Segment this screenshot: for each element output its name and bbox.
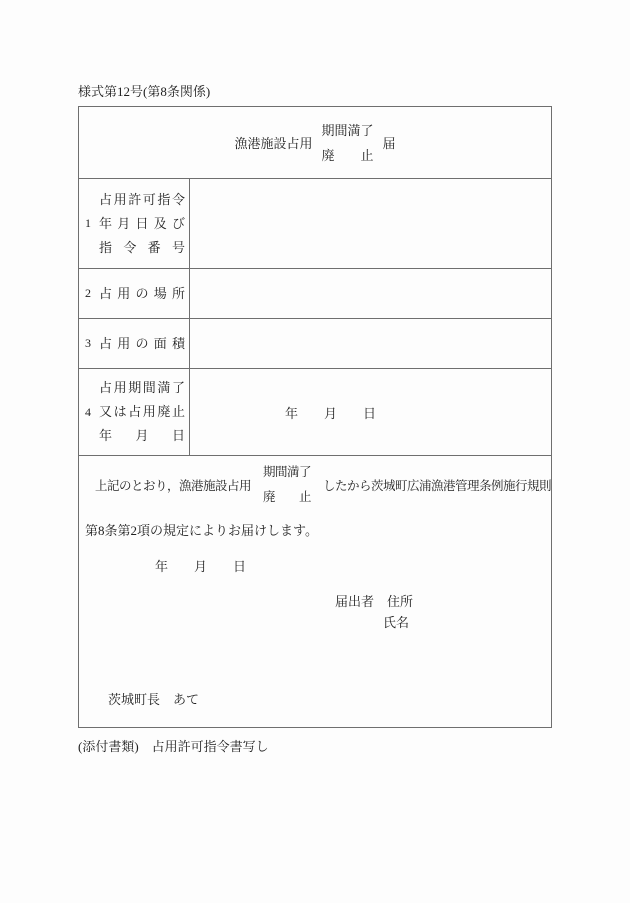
row4-value-date: 年 月 日 bbox=[285, 405, 377, 421]
row4-label bbox=[99, 376, 185, 448]
form-title-suffix: 届 bbox=[382, 136, 396, 151]
body-para-before: 上記のとおり，漁港施設占用 bbox=[95, 479, 252, 493]
title-choice-abolition: 廃止 bbox=[321, 147, 374, 163]
body-choice-abolition: 廃止 bbox=[263, 490, 312, 504]
row1-label bbox=[99, 188, 185, 260]
form-number-heading: 様式第12号(第8条関係) bbox=[78, 84, 211, 99]
row4-label-line3: 年月日 bbox=[99, 428, 185, 443]
attachment-footnote: (添付書類) 占用許可指令書写し bbox=[78, 739, 269, 754]
table-row-4 bbox=[79, 368, 551, 455]
table-row-1 bbox=[79, 178, 551, 268]
row1-number: 1 bbox=[85, 216, 91, 230]
row1-value-cell bbox=[190, 179, 551, 268]
row2-label-line1: 占用の場所 bbox=[99, 285, 185, 301]
row1-label-line3: 指令番号 bbox=[99, 239, 185, 255]
form-body-section bbox=[79, 455, 551, 727]
body-paragraph-line2: 第8条第2項の規定によりお届けします。 bbox=[85, 523, 318, 538]
row2-number: 2 bbox=[85, 286, 91, 300]
body-choice-expiration: 期間満了 bbox=[263, 465, 312, 479]
submitter-name-label: 氏名 bbox=[383, 615, 410, 630]
row2-label-cell bbox=[79, 269, 190, 318]
row2-value-cell bbox=[190, 269, 551, 318]
row3-number: 3 bbox=[85, 336, 91, 350]
row4-number: 4 bbox=[85, 404, 91, 419]
row1-label-line2: 年月日及び bbox=[99, 215, 185, 231]
row4-label-cell bbox=[79, 369, 190, 455]
table-row-2 bbox=[79, 268, 551, 318]
body-para-after: したから茨城町広浦漁港管理条例施行規則 bbox=[323, 479, 552, 493]
row4-label-line2: 又は占用廃止 bbox=[99, 404, 185, 419]
row3-value-cell bbox=[190, 319, 551, 368]
body-paragraph-line1 bbox=[95, 460, 551, 510]
row3-label-cell bbox=[79, 319, 190, 368]
form-table bbox=[78, 106, 552, 728]
table-row-3 bbox=[79, 318, 551, 368]
addressee-line: 茨城町長 あて bbox=[108, 692, 200, 707]
row4-label-line1: 占用期間満了 bbox=[99, 380, 185, 395]
submission-date: 年 月 日 bbox=[155, 559, 247, 574]
row3-label bbox=[99, 332, 185, 356]
row2-label bbox=[99, 282, 185, 306]
row3-label-line1: 占用の面積 bbox=[99, 335, 185, 351]
row1-label-line1: 占用許可指令 bbox=[99, 191, 185, 207]
title-choice-stack bbox=[321, 118, 373, 168]
row1-label-cell bbox=[79, 179, 190, 268]
submitter-address-label: 届出者 住所 bbox=[335, 594, 414, 609]
title-choice-expiration: 期間満了 bbox=[321, 122, 374, 138]
body-choice-stack bbox=[263, 460, 311, 510]
form-title-row bbox=[79, 107, 551, 178]
form-title-prefix: 漁港施設占用 bbox=[234, 136, 313, 151]
row4-value-cell bbox=[190, 369, 551, 455]
